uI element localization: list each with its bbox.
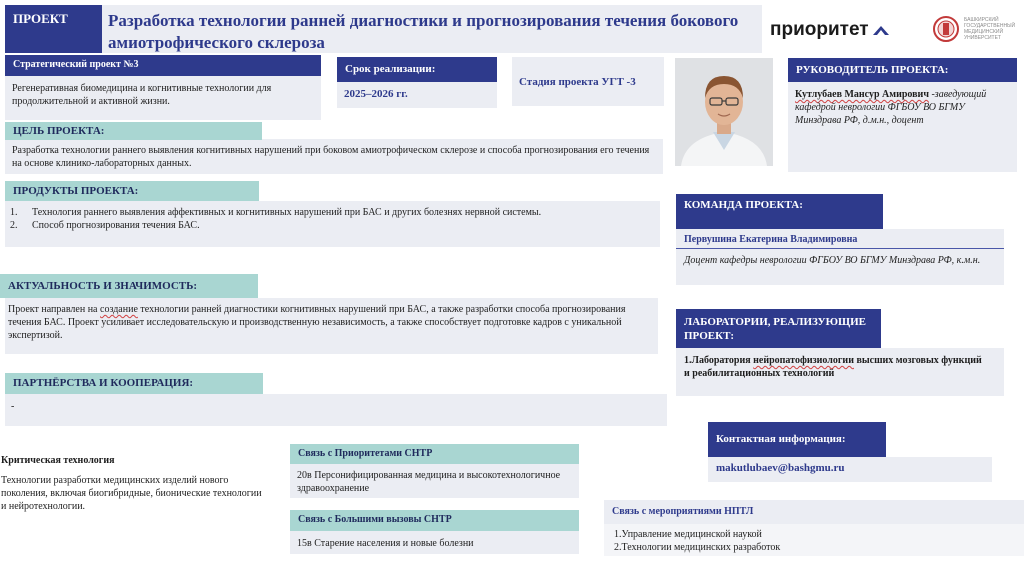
brand-logo — [770, 18, 889, 42]
list-item — [10, 206, 650, 219]
list-item-num: 1. — [10, 207, 18, 218]
brand-name: приоритет — [770, 19, 869, 40]
list-item — [10, 219, 650, 232]
leader-desc: -заведующий кафедрой неврологии ФГБОУ ВО БГМУ Минздрава РФ, д.м.н., доцент — [795, 89, 987, 126]
critical-label: Критическая технология — [1, 455, 115, 466]
partnership-text: - — [11, 401, 15, 412]
period-label: Срок реализации: — [337, 57, 497, 82]
challenges-label: Связь с Большими вызовы СНТР — [290, 510, 579, 531]
university-logo — [932, 14, 1018, 44]
events-label: Связь с мероприятиями НПТЛ — [604, 500, 1024, 524]
team-divider — [676, 248, 1004, 249]
goal-text: Разработка технологии раннего выявления когнитивных нарушений при боковом амиотрофическом склерозе и способа прогнозирования его течения на основе клинико-лабораторных данных. — [12, 145, 650, 169]
leader-photo — [675, 58, 773, 166]
leader-label: РУКОВОДИТЕЛЬ ПРОЕКТА: — [788, 58, 1017, 82]
products-label: ПРОДУКТЫ ПРОЕКТА: — [5, 181, 259, 201]
relevance-text-start: Проект направлен на — [8, 304, 100, 315]
relevance-text-marked: создание — [100, 304, 138, 315]
team-label: КОМАНДА ПРОЕКТА: — [676, 194, 883, 229]
team-member-name: Первушина Екатерина Владимировна — [684, 234, 858, 245]
partnership-label: ПАРТНЁРСТВА И КООПЕРАЦИЯ: — [5, 373, 263, 394]
university-emblem-icon — [932, 14, 960, 44]
partnership-panel — [5, 394, 667, 426]
university-name: БАШКИРСКИЙ ГОСУДАРСТВЕННЫЙ МЕДИЦИНСКИЙ УНИВЕРСИТЕТ — [964, 17, 1016, 41]
strategic-text: Регенеративная биомедицина и когнитивные технологии для продолжительной и активной жизни. — [12, 83, 272, 107]
leader-name: Кутлубаев Мансур Амирович — [795, 89, 929, 100]
events-item-2: 2.Технологии медицинских разработок — [614, 542, 781, 553]
critical-text: Технологии разработки медицинских изделий нового поколения, включая биогибридные, бионические технологии и нейротехнологии. — [1, 475, 262, 512]
stage-label: Стадия проекта УГТ -3 — [519, 76, 636, 88]
challenges-text: 15в Старение населения и новые болезни — [297, 538, 474, 549]
leader-info — [795, 88, 1013, 127]
goal-label: ЦЕЛЬ ПРОЕКТА: — [5, 122, 262, 140]
relevance-text-end: технологии ранней диагностики когнитивных нарушений при БАС, а также разработки способа прогнозирования течения БАС. Проект усиливает исследовательскую и производственную независимость, а также способствует подготовке кадров с уникальной экспертизой. — [8, 304, 626, 341]
labs-text-start: 1.Лаборатория — [684, 355, 754, 366]
page-title: Разработка технологии ранней диагностики и прогнозирования течения бокового амиотрофического склероза — [108, 11, 739, 52]
products-list — [10, 206, 650, 232]
labs-label: ЛАБОРАТОРИИ, РЕАЛИЗУЮЩИЕ ПРОЕКТ: — [676, 309, 881, 348]
list-item-text: Технология раннего выявления аффективных и когнитивных нарушений при БАС и других болезнях нервной системы. — [32, 207, 542, 218]
project-tag: ПРОЕКТ — [5, 5, 102, 53]
contact-email[interactable]: makutlubaev@bashgmu.ru — [716, 462, 845, 474]
period-value: 2025–2026 гг. — [344, 88, 408, 100]
labs-text-marked: нейропатофизиологии — [753, 355, 854, 366]
team-member-desc: Доцент кафедры неврологии ФГБОУ ВО БГМУ Минздрава РФ, к.м.н. — [684, 255, 981, 266]
relevance-label: АКТУАЛЬНОСТЬ И ЗНАЧИМОСТЬ: — [0, 274, 258, 298]
priorities-label: Связь с Приоритетами СНТР — [290, 444, 579, 464]
labs-text — [684, 354, 984, 380]
priorities-text: 20в Персонифицированная медицина и высокотехнологичное здравоохранение — [297, 470, 561, 494]
brand-chevron-icon — [873, 24, 889, 36]
events-item-1: 1.Управление медицинской наукой — [614, 529, 762, 540]
relevance-text — [8, 303, 653, 342]
contact-label: Контактная информация: — [708, 422, 886, 457]
list-item-text: Способ прогнозирования течения БАС. — [32, 220, 200, 231]
list-item-num: 2. — [10, 220, 18, 231]
person-portrait-icon — [675, 58, 773, 166]
strategic-label: Стратегический проект №3 — [5, 55, 321, 76]
labs-text-end: высших мозговых функций и реабилитационных технологий — [684, 355, 982, 379]
